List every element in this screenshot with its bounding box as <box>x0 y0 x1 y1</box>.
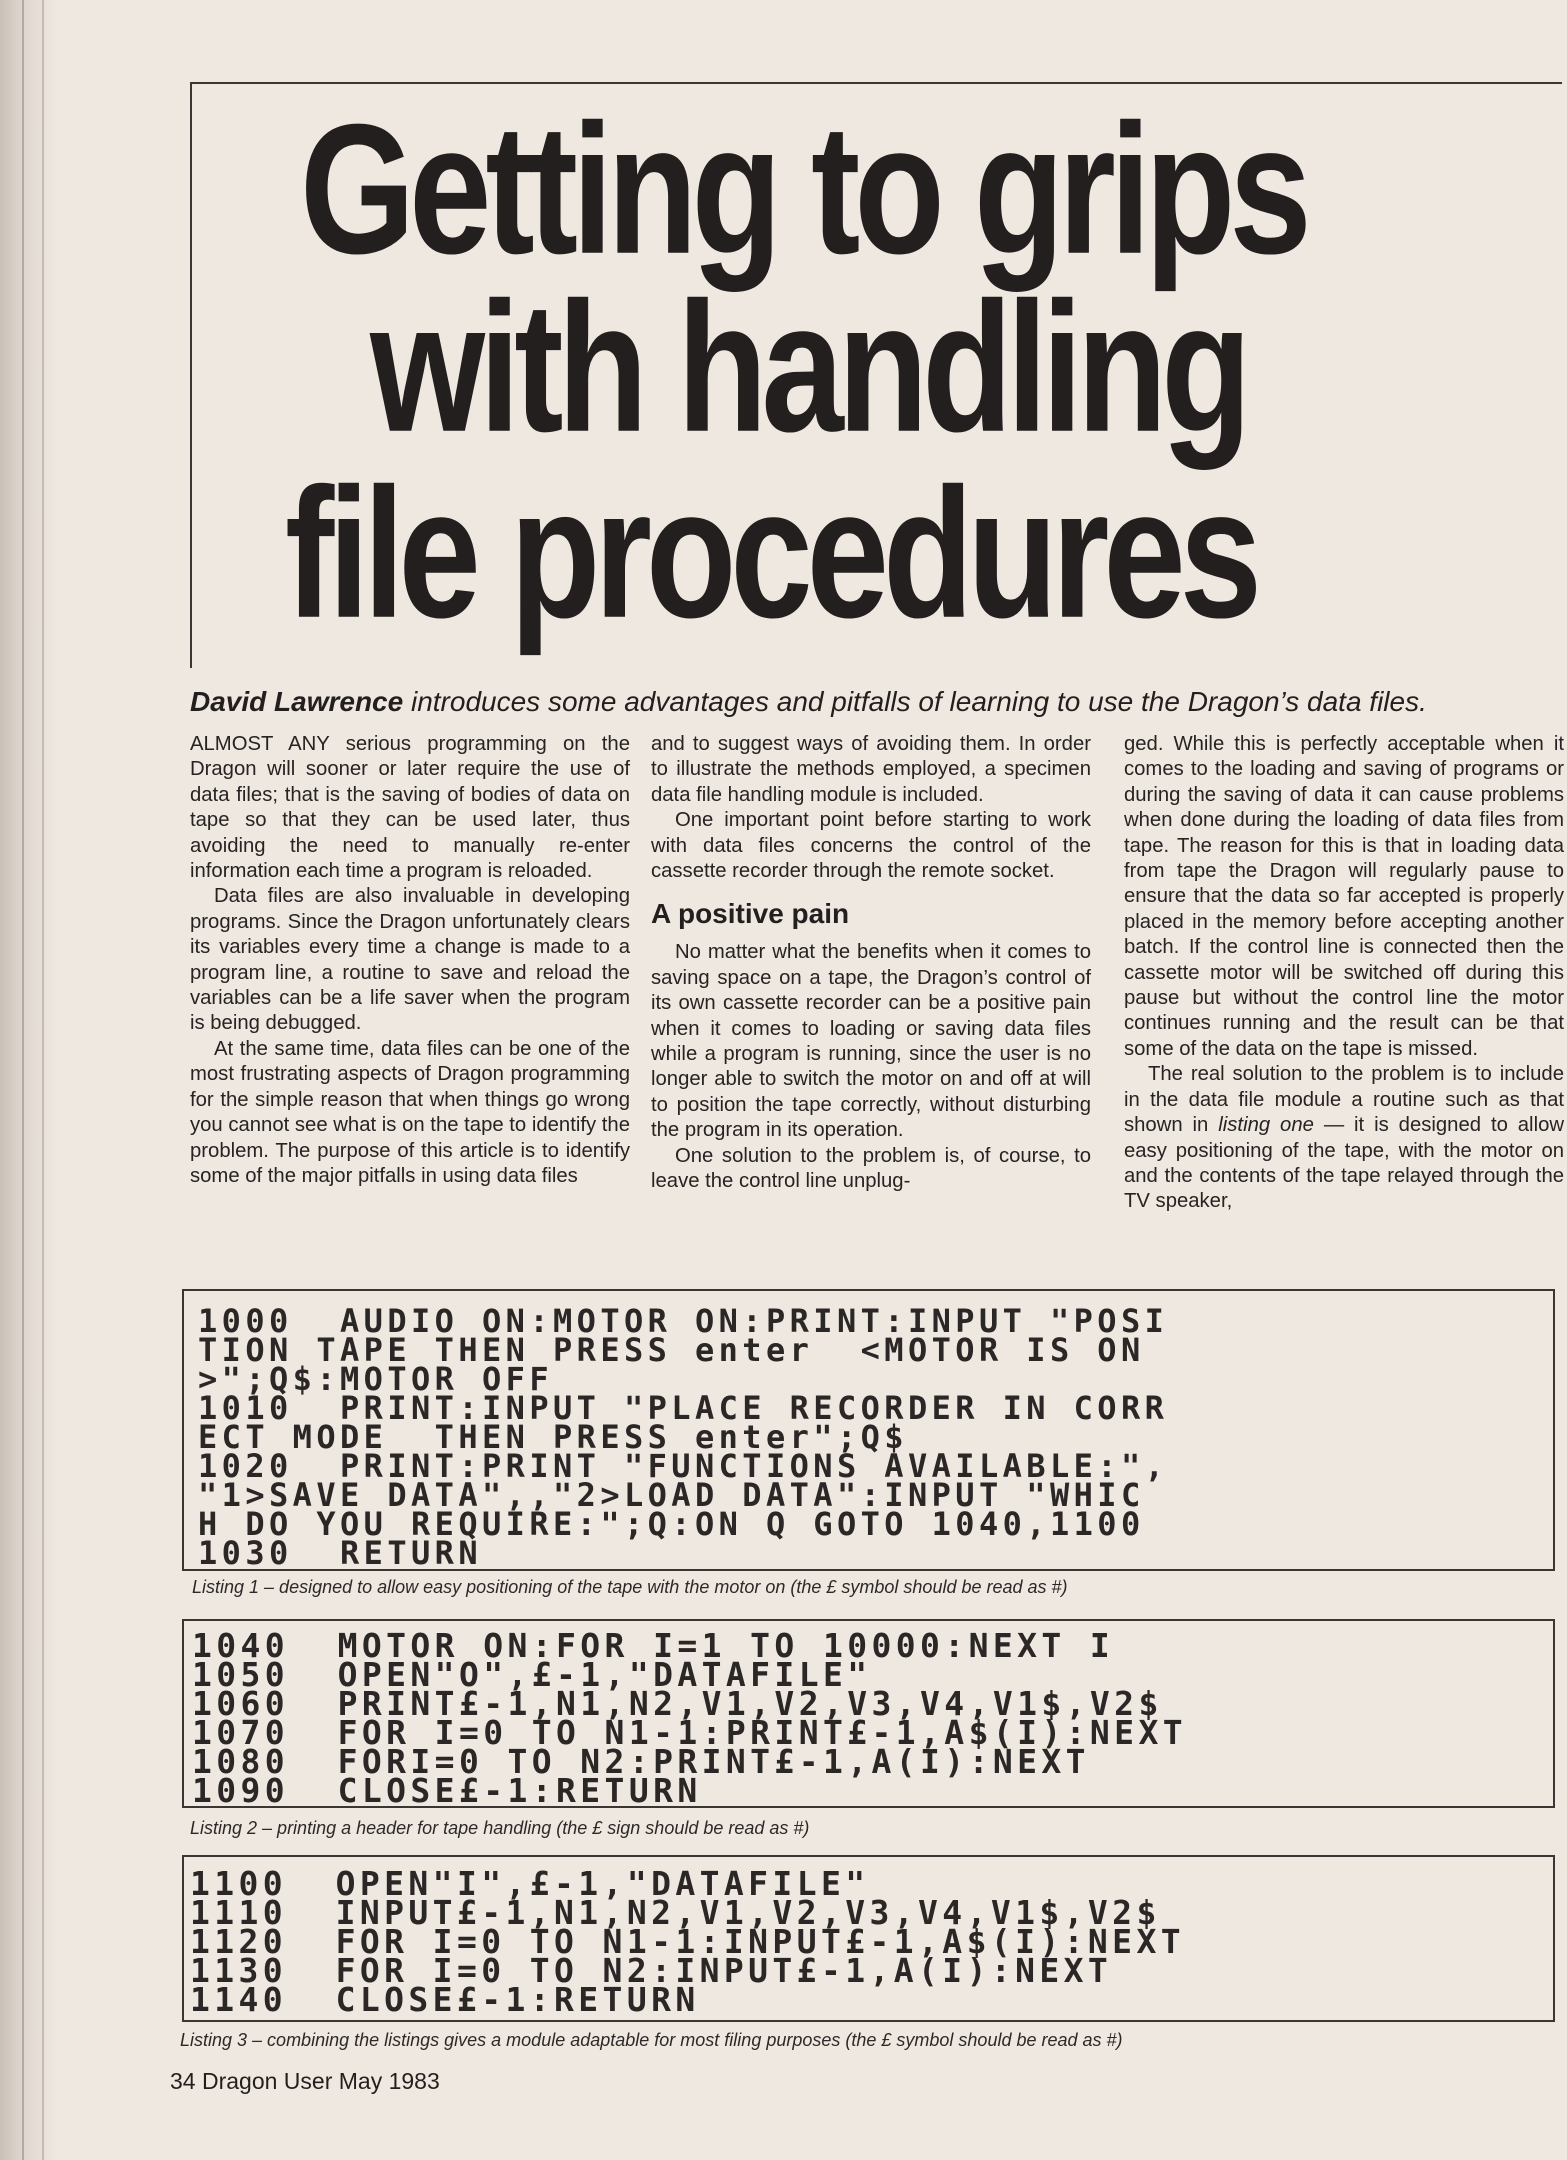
paragraph: and to suggest ways of avoiding them. In order to illustrate the methods employed, a specimen data file handling module is included. <box>651 733 1091 806</box>
paragraph: One solution to the problem is, of course, to leave the control line unplug- <box>651 1144 1091 1193</box>
listing-2-box <box>182 1619 1555 1808</box>
section-heading: A positive pain <box>651 898 850 930</box>
listing-1-code: 1000 AUDIO ON:MOTOR ON:PRINT:INPUT "POSI TION TAPE THEN PRESS enter <MOTOR IS ON >";Q$:MOTOR OFF 1010 PRINT:INPUT "PLACE RECORDER IN CORR ECT MODE THEN PRESS enter";Q$ 1020 PRINT:PRINT "FUNCTIONS AVAILABLE:", "1>SAVE DATA",,"2>LOAD DATA":INPUT "WHIC H DO YOU REQUIRE:";Q:ON Q GOTO 1040,1100 1030 RETURN <box>198 1302 1169 1572</box>
paragraph: At the same time, data files can be one of the most frustrating aspects of Dragon programming for the simple reason that when things go wrong you cannot see what is on the tape to identify the problem. The purpose of this article is to identify some of the major pitfalls in using data files <box>190 1037 630 1187</box>
paragraph-text: The real solution to the problem is to include in the data file module a routine such as that shown in <box>1124 1063 1564 1137</box>
paragraph: ALMOST ANY serious programming on the Dragon will sooner or later require the use of data files; that is the saving of bodies of data on tape so that they can be used later, thus avoiding the need to manually re-enter information each time a program is reloaded. <box>190 733 630 883</box>
listing-2-caption: Listing 2 – printing a header for tape handling (the £ sign should be read as #) <box>190 1818 810 1838</box>
listing-3-box <box>182 1855 1555 2022</box>
headline-line-3: file procedures <box>285 450 1257 657</box>
page-binding-shadow <box>0 0 58 2160</box>
page-edge-line <box>22 0 24 2160</box>
article-column-3 <box>1124 732 1564 1215</box>
listing-1-box <box>182 1289 1555 1571</box>
article-column-1 <box>190 732 630 1189</box>
article-column-2 <box>651 732 1091 1195</box>
paragraph: One important point before starting to work with data files concerns the control of the cassette recorder through the remote socket. <box>651 809 1091 883</box>
listing-3-code: 1100 OPEN"I",£-1,"DATAFILE" 1110 INPUT£-1,N1,N2,V1,V2,V3,V4,V1$,V2$ 1120 FOR I=0 TO N1-1:INPUT£-1,A$(I):NEXT 1130 FOR I=0 TO N2:INPUT£-1,A(I):NEXT 1140 CLOSE£-1:RETURN <box>190 1864 1185 2019</box>
paragraph-text: — it is designed to allow easy positioning of the tape, with the motor on and the contents of the tape relayed through the TV speaker, <box>1124 1114 1564 1213</box>
listing-reference: listing one <box>1218 1114 1314 1137</box>
byline-text: introduces some advantages and pitfalls of learning to use the Dragon’s data files. <box>410 686 1427 717</box>
byline <box>190 686 1565 718</box>
byline-author: David Lawrence <box>190 686 404 717</box>
listing-3-caption: Listing 3 – combining the listings gives a module adaptable for most filing purposes (the £ symbol should be read as #) <box>180 2030 1123 2050</box>
page-footer: 34 Dragon User May 1983 <box>170 2068 440 2094</box>
headline-line-2: with handling <box>370 264 1246 471</box>
listing-1-caption: Listing 1 – designed to allow easy positioning of the tape with the motor on (the £ symbol should be read as #) <box>192 1577 1068 1597</box>
paragraph: ged. While this is perfectly acceptable when it comes to the loading and saving of programs or during the saving of data it can cause problems when done during the loading of data files from tape. The reason for this is that in loading data from tape the Dragon will regularly pause to ensure that the data so far accepted is properly placed in the memory before accepting another batch. If the control line is connected then the cassette motor will be switched off during this pause but without the control line the motor continues running and the result can be that some of the data on the tape is missed. <box>1124 733 1564 1060</box>
paragraph <box>1124 1062 1564 1214</box>
listing-2-code: 1040 MOTOR ON:FOR I=1 TO 10000:NEXT I 1050 OPEN"O",£-1,"DATAFILE" 1060 PRINT£-1,N1,N2,V1,V2,V3,V4,V1$,V2$ 1070 FOR I=0 TO N1-1:PRINT£-1,A$(I):NEXT 1080 FORI=0 TO N2:PRINT£-1,A(I):NEXT 1090 CLOSE£-1:RETURN <box>192 1626 1187 1810</box>
paragraph: No matter what the benefits when it comes to saving space on a tape, the Dragon’s control of its own cassette recorder can be a positive pain when it comes to loading or saving data files while a program is running, since the user is no longer able to switch the motor on and off at will to position the tape correctly, without disturbing the program in its operation. <box>651 941 1091 1142</box>
headline-line-1: Getting to grips <box>300 86 1306 293</box>
paragraph: Data files are also invaluable in developing programs. Since the Dragon unfortunately clears its variables every time a change is made to a program line, a routine to save and reload the variables can be a life saver when the program is being debugged. <box>190 885 630 1035</box>
page-edge-line <box>42 0 44 2160</box>
